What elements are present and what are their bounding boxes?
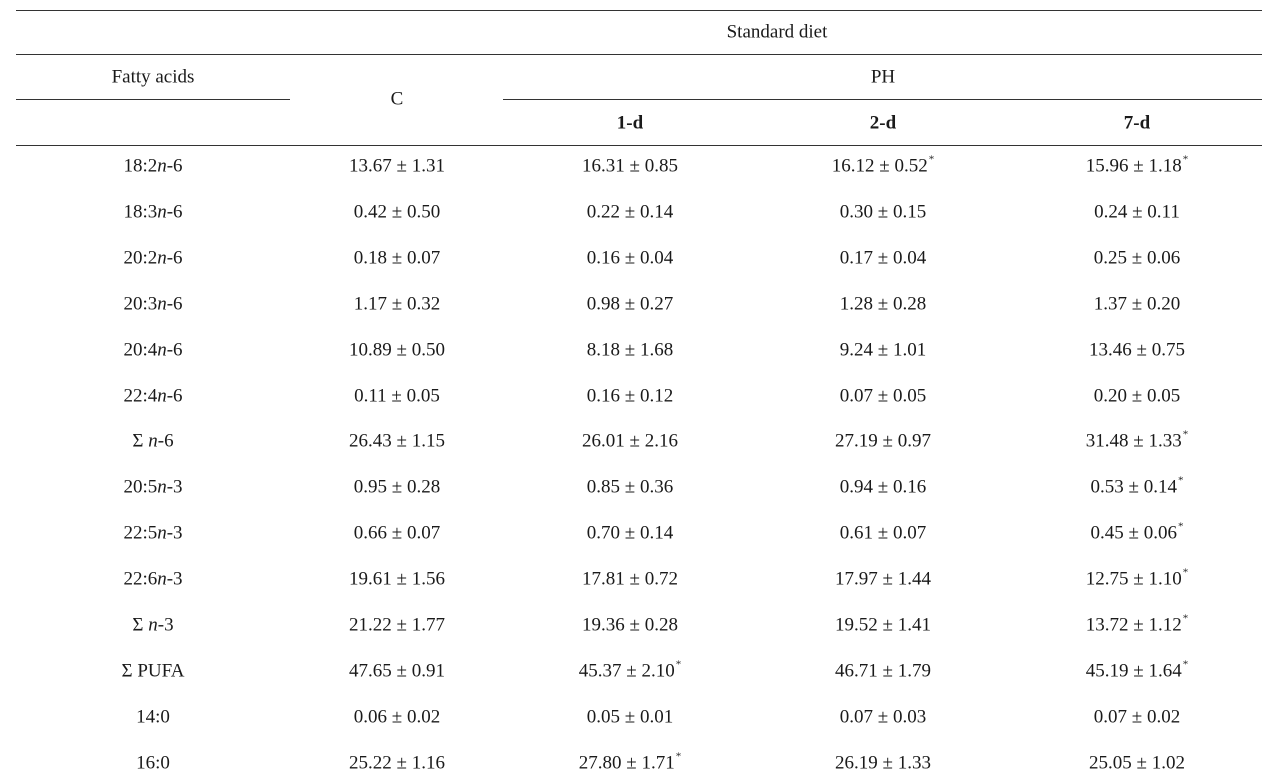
value-cell-d2: 19.52 ± 1.41 [835, 614, 931, 636]
significance-marker: * [1182, 612, 1189, 625]
value-cell-c: 25.22 ± 1.16 [349, 752, 445, 774]
timepoint-header-2d: 2-d [869, 112, 897, 134]
value-cell-d7: 0.53 ± 0.14* [1090, 474, 1184, 498]
significance-marker: * [675, 750, 682, 763]
value-cell-d7: 25.05 ± 1.02 [1089, 752, 1185, 774]
value-cell-d7: 0.20 ± 0.05 [1093, 385, 1181, 406]
value-cell-c: 10.89 ± 0.50 [349, 339, 445, 361]
value-cell-c: 0.11 ± 0.05 [354, 385, 440, 406]
value-cell-d2: 46.71 ± 1.79 [835, 660, 931, 682]
fatty-acid-label: 22:6n-3 [123, 568, 183, 590]
value-cell-d2: 0.07 ± 0.05 [839, 385, 927, 406]
significance-marker: * [1182, 153, 1189, 166]
value-cell-d7: 0.25 ± 0.06 [1093, 247, 1181, 269]
timepoint-header-7d: 7-d [1123, 112, 1151, 134]
value-cell-d2: 16.12 ± 0.52* [831, 153, 935, 177]
fatty-acid-label: Σ n-6 [132, 430, 174, 452]
value-cell-c: 19.61 ± 1.56 [349, 568, 445, 590]
value-cell-d7: 1.37 ± 0.20 [1093, 293, 1181, 315]
value-cell-d7: 45.19 ± 1.64* [1085, 658, 1189, 682]
fatty-acid-label: 18:3n-6 [123, 201, 183, 223]
fatty-acid-label: 20:3n-6 [123, 293, 183, 315]
fatty-acid-label: Σ PUFA [121, 660, 185, 682]
value-cell-d2: 0.30 ± 0.15 [839, 201, 927, 223]
significance-marker: * [1177, 474, 1184, 487]
fatty-acid-label: 20:5n-3 [123, 476, 183, 498]
value-cell-d1: 45.37 ± 2.10* [578, 658, 682, 682]
header-bottom-rule [16, 145, 1262, 146]
fatty-acid-label: 20:4n-6 [123, 339, 183, 361]
value-cell-d1: 8.18 ± 1.68 [586, 339, 674, 361]
value-cell-d7: 31.48 ± 1.33* [1085, 428, 1189, 452]
value-cell-d1: 0.05 ± 0.01 [586, 706, 674, 728]
value-cell-d2: 17.97 ± 1.44 [835, 568, 931, 590]
value-cell-d7: 0.07 ± 0.02 [1093, 706, 1181, 728]
value-cell-d7: 15.96 ± 1.18* [1085, 153, 1189, 177]
value-cell-d1: 26.01 ± 2.16 [582, 430, 678, 452]
value-cell-c: 26.43 ± 1.15 [349, 430, 445, 452]
value-cell-c: 0.42 ± 0.50 [353, 201, 441, 223]
fatty-acids-underline [16, 99, 290, 100]
fatty-acid-label: 16:0 [136, 752, 170, 774]
value-cell-c: 0.95 ± 0.28 [353, 476, 441, 498]
ph-underline [503, 99, 1262, 100]
value-cell-d1: 0.16 ± 0.04 [586, 247, 674, 269]
value-cell-c: 13.67 ± 1.31 [349, 155, 445, 177]
significance-marker: * [1182, 658, 1189, 671]
value-cell-c: 47.65 ± 0.91 [349, 660, 445, 682]
significance-marker: * [1182, 566, 1189, 579]
value-cell-d1: 17.81 ± 0.72 [582, 568, 678, 590]
value-cell-c: 21.22 ± 1.77 [349, 614, 445, 636]
value-cell-d2: 0.17 ± 0.04 [839, 247, 927, 269]
value-cell-d2: 0.94 ± 0.16 [839, 476, 927, 498]
value-cell-c: 0.18 ± 0.07 [353, 247, 441, 269]
standard-diet-rule [16, 54, 1262, 55]
timepoint-header-1d: 1-d [616, 112, 644, 134]
fatty-acid-label: 20:2n-6 [123, 247, 183, 269]
significance-marker: * [1177, 520, 1184, 533]
fatty-acid-label: Σ n-3 [132, 614, 174, 636]
value-cell-d1: 27.80 ± 1.71* [578, 750, 682, 774]
value-cell-d2: 9.24 ± 1.01 [839, 339, 927, 361]
significance-marker: * [928, 153, 935, 166]
control-header: C [390, 88, 404, 110]
value-cell-d2: 0.07 ± 0.03 [839, 706, 927, 728]
value-cell-d2: 0.61 ± 0.07 [839, 522, 927, 544]
value-cell-d1: 0.98 ± 0.27 [586, 293, 674, 315]
fatty-acid-label: 22:5n-3 [123, 522, 183, 544]
value-cell-d1: 16.31 ± 0.85 [582, 155, 678, 177]
fatty-acid-label: 22:4n-6 [123, 385, 183, 406]
significance-marker: * [675, 658, 682, 671]
value-cell-c: 0.06 ± 0.02 [353, 706, 441, 728]
value-cell-d1: 19.36 ± 0.28 [582, 614, 678, 636]
value-cell-d2: 27.19 ± 0.97 [835, 430, 931, 452]
value-cell-d2: 26.19 ± 1.33 [835, 752, 931, 774]
value-cell-d7: 12.75 ± 1.10* [1085, 566, 1189, 590]
group-header: Standard diet [726, 21, 828, 43]
value-cell-d1: 0.22 ± 0.14 [586, 201, 674, 223]
fatty-acids-header: Fatty acids [111, 66, 195, 88]
fatty-acid-label: 18:2n-6 [123, 155, 183, 177]
significance-marker: * [1182, 428, 1189, 441]
fatty-acid-label: 14:0 [136, 706, 170, 728]
value-cell-d7: 13.46 ± 0.75 [1089, 339, 1185, 361]
value-cell-d7: 13.72 ± 1.12* [1085, 612, 1189, 636]
value-cell-c: 1.17 ± 0.32 [353, 293, 441, 315]
value-cell-d7: 0.45 ± 0.06* [1090, 520, 1184, 544]
value-cell-c: 0.66 ± 0.07 [353, 522, 441, 544]
value-cell-d1: 0.85 ± 0.36 [586, 476, 674, 498]
ph-header: PH [870, 66, 896, 88]
top-rule [16, 10, 1262, 11]
value-cell-d2: 1.28 ± 0.28 [839, 293, 927, 315]
value-cell-d7: 0.24 ± 0.11 [1094, 201, 1180, 223]
value-cell-d1: 0.16 ± 0.12 [586, 385, 674, 406]
value-cell-d1: 0.70 ± 0.14 [586, 522, 674, 544]
